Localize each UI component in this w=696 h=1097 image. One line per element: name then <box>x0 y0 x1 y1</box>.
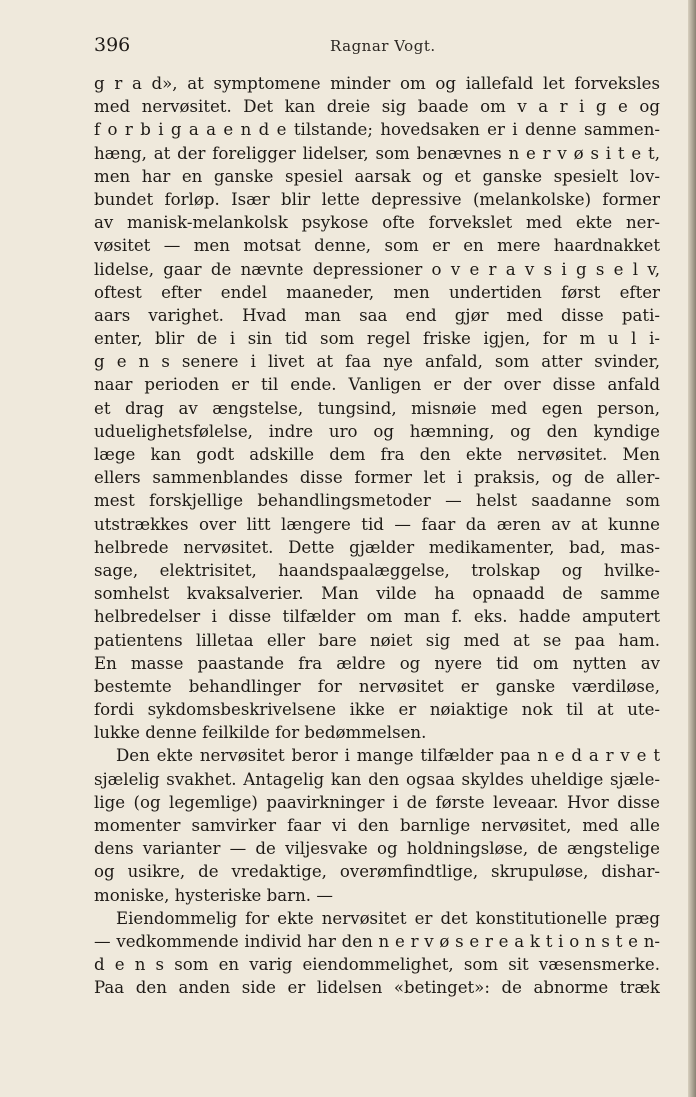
text-line: bundet forløp. Især blir lette depressive (melankolske) former <box>94 189 660 209</box>
text-line: Paa den anden side er lidelsen «betinget»: de abnorme træk <box>94 978 660 998</box>
text-line: oftest efter endel maaneder, men undertiden først efter <box>94 282 660 302</box>
text-line: ellers sammenblandes disse former let i praksis, og de aller- <box>94 468 660 488</box>
text-line: med nervøsitet. Det kan dreie sig baade om v a r i g e og <box>94 97 660 117</box>
running-head: Ragnar Vogt. <box>330 37 436 55</box>
text-line: somhelst kvaksalverier. Man vilde ha opnaadd de samme <box>94 584 660 604</box>
text-line: d e n s som en varig eiendommelighet, som sit væsensmerke. <box>94 955 660 975</box>
text-line: moniske, hysteriske barn. — <box>94 885 333 905</box>
page-edge <box>688 0 696 1097</box>
text-line: utstrækkes over litt længere tid — faar da æren av at kunne <box>94 514 660 534</box>
text-line: dens varianter — de viljesvake og holdningsløse, de ængstelige <box>94 839 660 859</box>
text-line: men har en ganske spesiel aarsak og et ganske spesielt lov- <box>94 166 660 186</box>
text-line: naar perioden er til ende. Vanligen er der over disse anfald <box>94 375 660 395</box>
text-line: — vedkommende individ har den n e r v ø s e r e a k t i o n s t e n- <box>94 931 660 951</box>
text-line: læge kan godt adskille dem fra den ekte nervøsitet. Men <box>94 445 660 464</box>
text-line: aars varighet. Hvad man saa end gjør med disse pati- <box>94 305 660 325</box>
text-line: En masse paastande fra ældre og nyere tid om nytten av <box>94 653 660 673</box>
text-line: lidelse, gaar de nævnte depressioner o v e r a v s i g s e l v, <box>94 259 660 279</box>
text-line: patientens lilletaa eller bare nøiet sig med at se paa ham. <box>94 630 660 650</box>
text-line: og usikre, de vredaktige, overømfindtlige, skrupuløse, dishar- <box>94 862 660 882</box>
text-line: g e n s senere i livet at faa nye anfald, som atter svinder, <box>94 352 660 372</box>
text-line: sage, elektrisitet, haandspaalæggelse, trolskap og hvilke- <box>94 560 660 580</box>
text-line: helbrede nervøsitet. Dette gjælder medikamenter, bad, mas- <box>94 537 660 557</box>
text-line: lukke denne feilkilde for bedømmelsen. <box>94 723 427 743</box>
page-header <box>94 34 664 62</box>
text-line: enter, blir de i sin tid som regel friske igjen, for m u l i- <box>94 329 660 349</box>
text-line: vøsitet — men motsat denne, som er en mere haardnakket <box>94 236 660 256</box>
text-line: lige (og legemlige) paavirkninger i de første leveaar. Hvor disse <box>94 792 660 812</box>
page-number: 396 <box>94 34 131 56</box>
text-line: helbredelser i disse tilfælder om man f. eks. hadde amputert <box>94 607 660 627</box>
text-line: uduelighetsfølelse, indre uro og hæmning, og den kyndige <box>94 421 660 441</box>
paragraph-start-line: Den ekte nervøsitet beror i mange tilfælder paa n e d a r v e t <box>116 746 660 766</box>
paragraph-start-line: Eiendommelig for ekte nervøsitet er det konstitutionelle præg <box>116 908 660 928</box>
text-line: g r a d», at symptomene minder om og iallefald let forveksles <box>94 74 660 93</box>
text-line: f o r b i g a a e n d e tilstande; hovedsaken er i denne sammen- <box>94 120 660 140</box>
text-line: hæng, at der foreligger lidelser, som benævnes n e r v ø s i t e t, <box>94 143 660 163</box>
text-line: momenter samvirker faar vi den barnlige nervøsitet, med alle <box>94 816 660 835</box>
text-line: bestemte behandlinger for nervøsitet er ganske værdiløse, <box>94 676 660 696</box>
text-line: et drag av ængstelse, tungsind, misnøie med egen person, <box>94 398 660 418</box>
text-line: sjælelig svakhet. Antagelig kan den ogsaa skyldes uheldige sjæle- <box>94 769 660 789</box>
text-line: fordi sykdomsbeskrivelsene ikke er nøiaktige nok til at ute- <box>94 700 660 720</box>
text-line: av manisk-melankolsk psykose ofte forvekslet med ekte ner- <box>94 213 660 233</box>
body-text <box>94 72 660 1000</box>
text-line: mest forskjellige behandlingsmetoder — helst saadanne som <box>94 491 660 511</box>
